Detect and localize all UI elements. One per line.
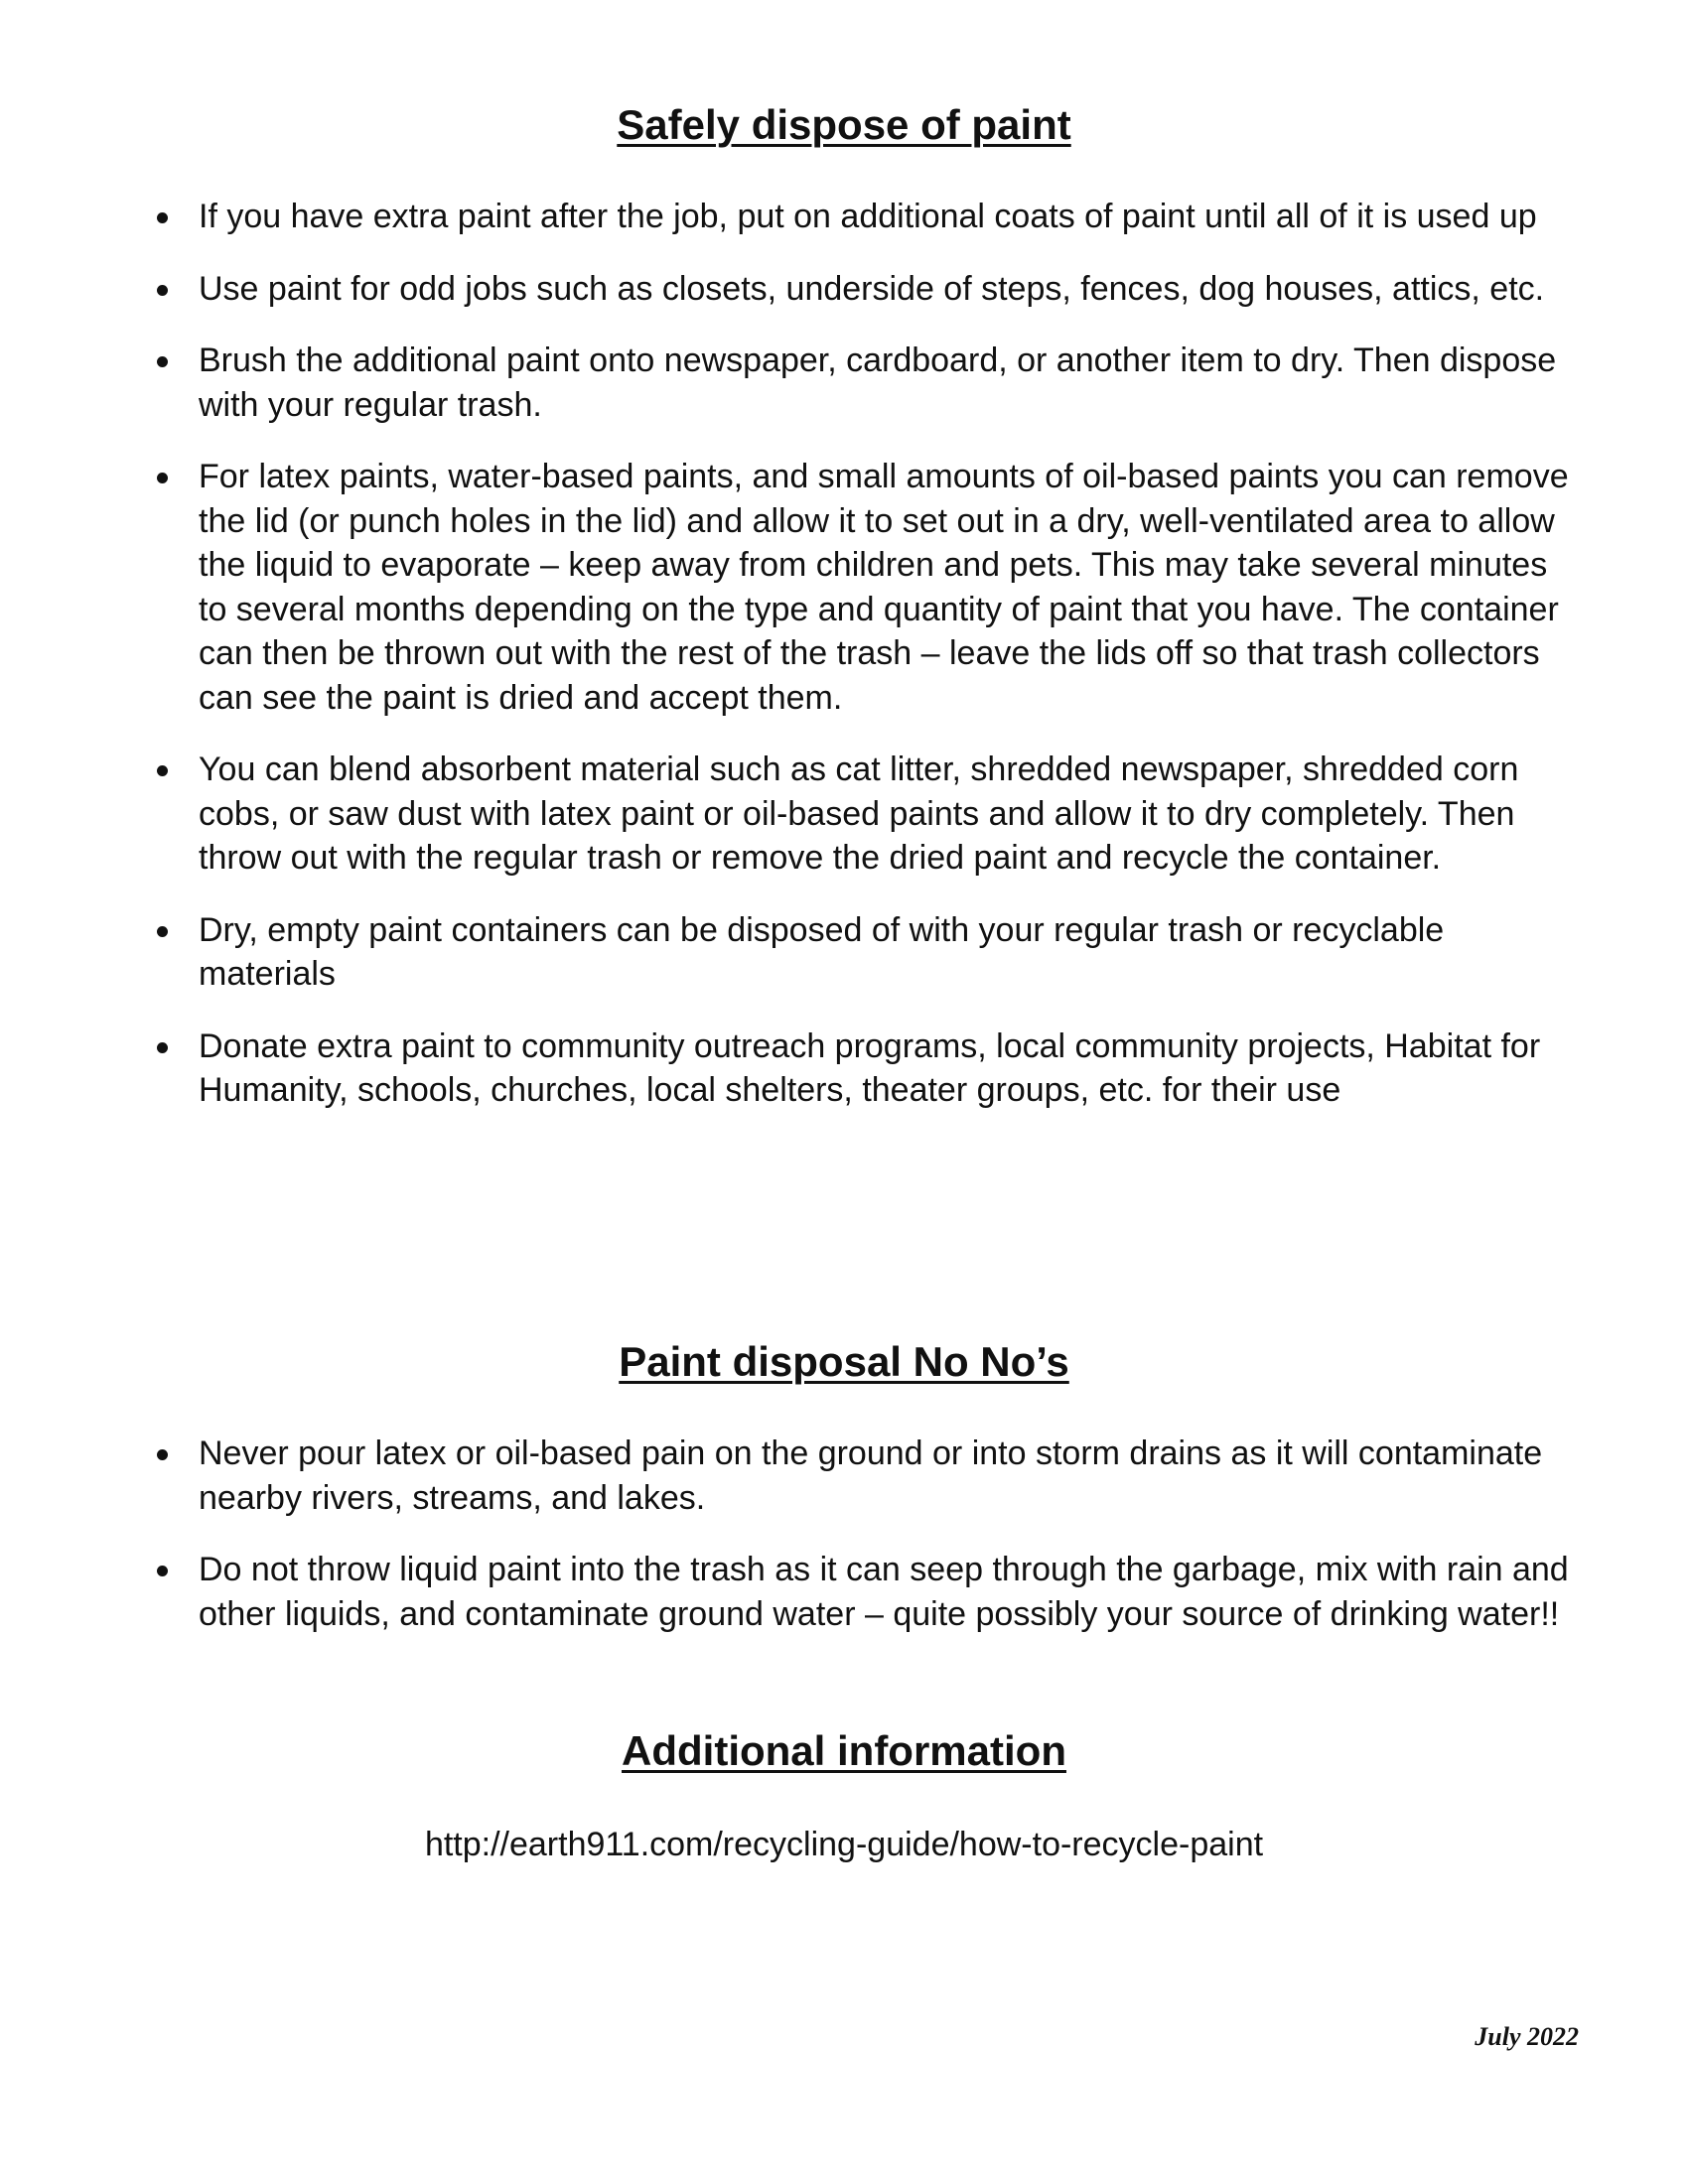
bullet-dot-icon bbox=[157, 1042, 168, 1053]
bullet-dot-icon bbox=[157, 356, 168, 367]
heading-no-nos: Paint disposal No No’s bbox=[619, 1338, 1069, 1385]
list-item: Brush the additional paint onto newspaper, cardboard, or another item to dry. Then dispose with your regular trash. bbox=[149, 339, 1579, 427]
bullet-dot-icon bbox=[157, 926, 168, 937]
bullet-dot-icon bbox=[157, 212, 168, 223]
list-item: Do not throw liquid paint into the trash as it can seep through the garbage, mix with rain and other liquids, and contaminate ground water – quite possibly your source of drinking water!! bbox=[149, 1548, 1579, 1636]
document-date: July 2022 bbox=[1475, 2022, 1579, 2051]
list-item: You can blend absorbent material such as cat litter, shredded newspaper, shredded corn cobs, or saw dust with latex paint or oil-based paints and allow it to dry completely. Then throw out with the regular trash or remove the dried paint and recycle the container. bbox=[149, 748, 1579, 881]
list-item: Dry, empty paint containers can be disposed of with your regular trash or recyclable materials bbox=[149, 908, 1579, 997]
bullet-dot-icon bbox=[157, 765, 168, 776]
list-item: For latex paints, water-based paints, and small amounts of oil-based paints you can remove the lid (or punch holes in the lid) and allow it to set out in a dry, well-ventilated area to allow the liquid to evaporate – keep away from children and pets. This may take several minutes to several months depending on the type and quantity of paint that you have. The container can then be thrown out with the rest of the trash – leave the lids off so that trash collectors can see the paint is dried and accept them. bbox=[149, 455, 1579, 720]
heading-safely-dispose: Safely dispose of paint bbox=[617, 101, 1071, 148]
no-nos-list bbox=[149, 1432, 1579, 1636]
bullet-dot-icon bbox=[157, 1566, 168, 1576]
heading-additional-info: Additional information bbox=[622, 1727, 1066, 1774]
bullet-dot-icon bbox=[157, 1449, 168, 1460]
list-item: Donate extra paint to community outreach programs, local community projects, Habitat for Humanity, schools, churches, local shelters, theater groups, etc. for their use bbox=[149, 1024, 1579, 1113]
list-item: Never pour latex or oil-based pain on the ground or into storm drains as it will contaminate nearby rivers, streams, and lakes. bbox=[149, 1432, 1579, 1520]
recycling-guide-link[interactable]: http://earth911.com/recycling-guide/how-to-recycle-paint bbox=[424, 1826, 1264, 1863]
bullet-dot-icon bbox=[157, 285, 168, 296]
bullet-dot-icon bbox=[157, 473, 168, 483]
list-item: If you have extra paint after the job, put on additional coats of paint until all of it is used up bbox=[149, 195, 1579, 239]
list-item: Use paint for odd jobs such as closets, underside of steps, fences, dog houses, attics, etc. bbox=[149, 267, 1579, 312]
safe-disposal-list bbox=[149, 195, 1579, 1113]
